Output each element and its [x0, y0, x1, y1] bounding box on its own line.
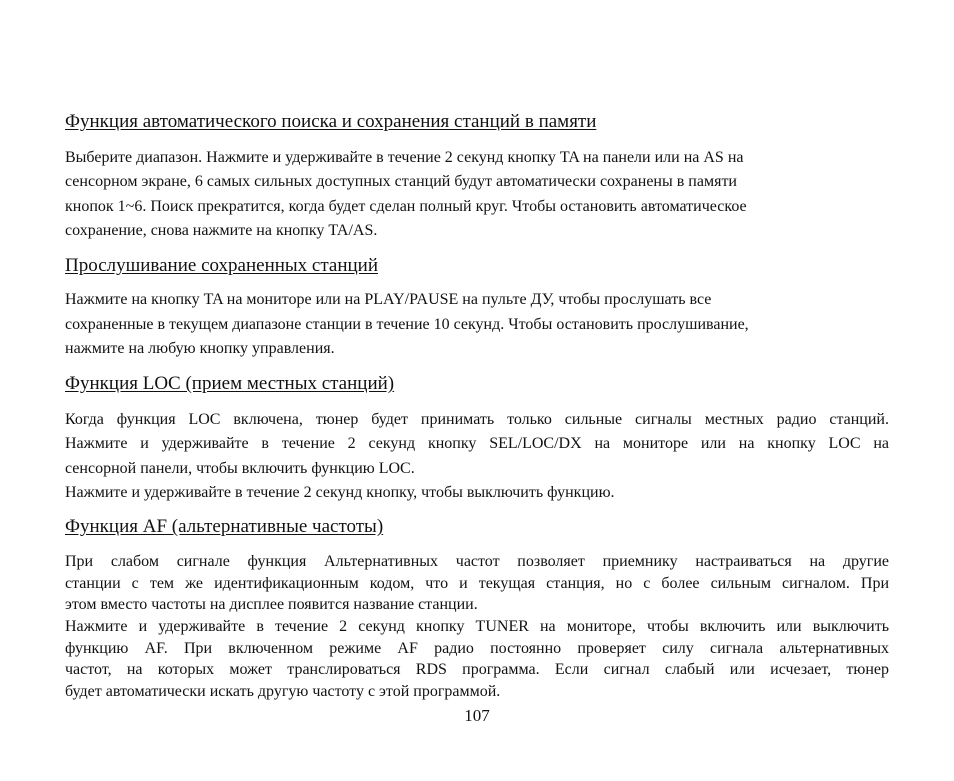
text-line: Нажмите и удерживайте в течение 2 секунд кнопку TUNER на мониторе, чтобы включить или выключить [65, 618, 889, 636]
paragraph-af [65, 551, 889, 703]
section-heading-auto-store: Функция автоматического поиска и сохранения станций в памяти [65, 111, 597, 132]
text-line: частот, на которых может транслироваться RDS программа. Если сигнал слабый или исчезает, тюнер [65, 661, 889, 679]
text-line: сенсорном экране, 6 самых сильных доступных станций будут автоматически сохранены в памяти [65, 173, 737, 191]
text-line: Нажмите на кнопку TA на мониторе или на PLAY/PAUSE на пульте ДУ, чтобы прослушать все [65, 291, 712, 308]
text-line: Нажмите и удерживайте в течение 2 секунд кнопку SEL/LOC/DX на мониторе или на кнопку LOC на [65, 435, 889, 453]
paragraph-preset-scan [65, 288, 889, 362]
text-line: Когда функция LOC включена, тюнер будет принимать только сильные сигналы местных радио станций. [65, 411, 889, 428]
paragraph-auto-store [65, 146, 889, 243]
text-line: будет автоматически искать другую частоту с этой программой. [65, 683, 501, 701]
text-line: сохраненные в текущем диапазоне станции в течение 10 секунд. Чтобы остановить прослушивание, [65, 315, 749, 333]
paragraph-loc [65, 408, 889, 504]
text-line: функцию AF. При включенном режиме AF радио постоянно проверяет силу сигнала альтернативных [65, 639, 889, 657]
text-line: Нажмите и удерживайте в течение 2 секунд кнопку, чтобы выключить функцию. [65, 483, 615, 501]
text-line: сенсорной панели, чтобы включить функцию LOC. [65, 459, 415, 477]
text-line: сохранение, снова нажмите на кнопку TA/AS. [65, 221, 378, 239]
manual-page [65, 0, 889, 781]
text-line: При слабом сигнале функция Альтернативных частот позволяет приемнику настраиваться на другие [65, 553, 889, 570]
text-line: этом вместо частоты на дисплее появится название станции. [65, 596, 478, 614]
text-line: Выберите диапазон. Нажмите и удерживайте в течение 2 секунд кнопку TA на панели или на AS на [65, 149, 744, 166]
section-heading-preset-scan: Прослушивание сохраненных станций [65, 255, 378, 276]
text-line: нажмите на любую кнопку управления. [65, 340, 335, 357]
page-number: 107 [464, 706, 490, 725]
text-line: станции с тем же идентификационным кодом, что и текущая станция, но с более сильным сигналом. При [65, 574, 889, 592]
section-heading-af: Функция AF (альтернативные частоты) [65, 516, 384, 537]
section-heading-loc: Функция LOC (прием местных станций) [65, 373, 395, 394]
text-line: кнопок 1~6. Поиск прекратится, когда будет сделан полный круг. Чтобы остановить автоматическое [65, 197, 747, 215]
